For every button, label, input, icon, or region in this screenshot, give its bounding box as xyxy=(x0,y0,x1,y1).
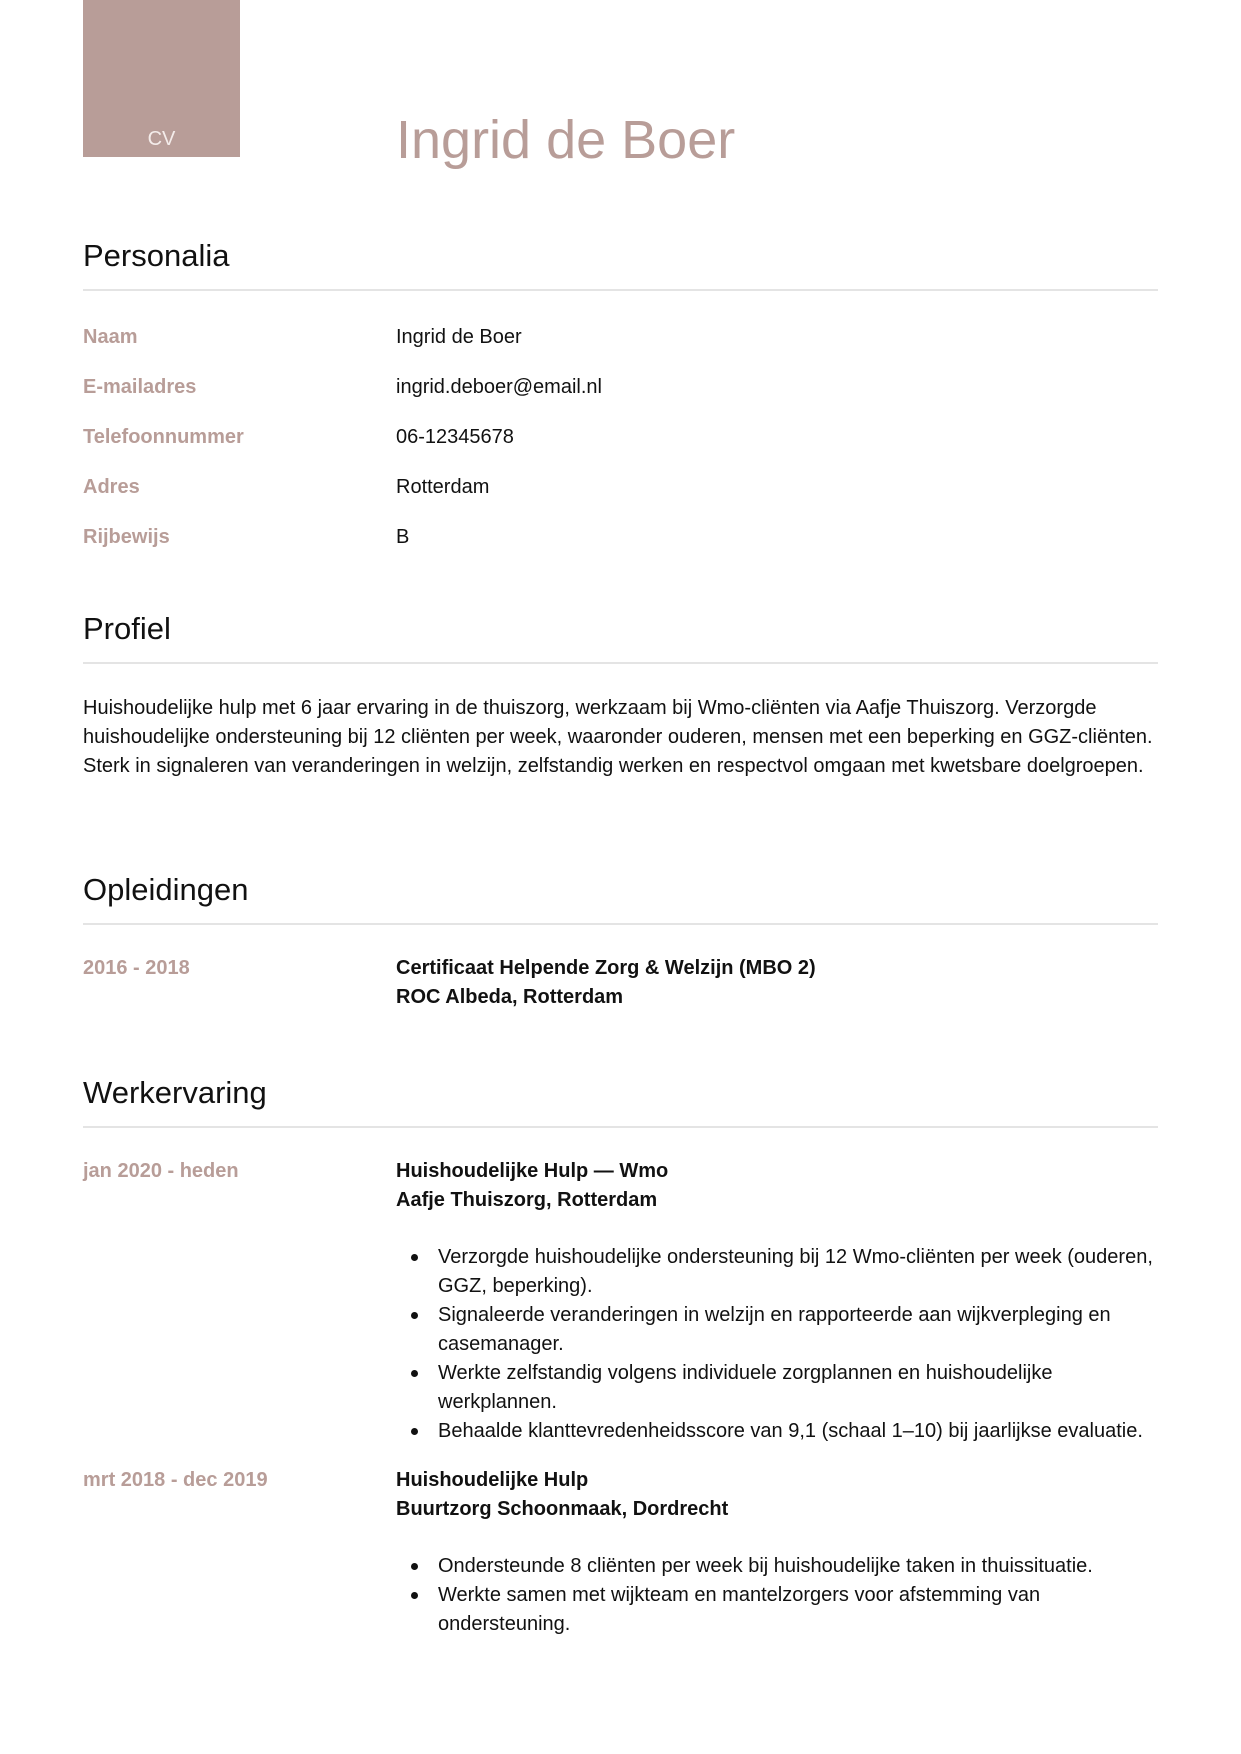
section-opleidingen xyxy=(83,871,1158,1012)
entry-body xyxy=(396,1157,1158,1446)
personalia-list xyxy=(83,325,1158,575)
personalia-row-email xyxy=(83,375,1158,425)
personalia-row-telefoon xyxy=(83,425,1158,475)
field-label: Adres xyxy=(83,476,140,498)
entry-title: Certificaat Helpende Zorg & Welzijn (MBO 2) xyxy=(396,957,816,979)
cv-badge xyxy=(83,0,240,157)
entry-date: jan 2020 - heden xyxy=(83,1160,239,1182)
section-personalia xyxy=(83,237,1158,575)
section-heading: Profiel xyxy=(83,610,1158,664)
section-profiel xyxy=(83,610,1158,781)
profile-summary: Huishoudelijke hulp met 6 jaar ervaring in de thuiszorg, werkzaam bij Wmo-cliënten via Aafje Thuiszorg. Verzorgde huishoudelijke ondersteuning bij 12 cliënten per week, waaronder ouderen, mensen met een beperking en GGZ-cliënten. Sterk in signaleren van veranderingen in welzijn, zelfstandig werken en respectvol omgaan met kwetsbare doelgroepen. xyxy=(83,697,1153,777)
entry-organization: Buurtzorg Schoonmaak, Dordrecht xyxy=(396,1498,729,1520)
list-item xyxy=(396,1301,1158,1359)
bullet-icon xyxy=(411,1254,418,1261)
entry-title: Huishoudelijke Hulp — Wmo xyxy=(396,1160,669,1182)
field-value: Rotterdam xyxy=(396,476,490,498)
personalia-row-naam xyxy=(83,325,1158,375)
field-label: E-mailadres xyxy=(83,376,197,398)
entry-body xyxy=(396,954,1158,1012)
entry-bullets xyxy=(396,1552,1158,1639)
field-value: B xyxy=(396,526,410,548)
list-item xyxy=(396,1359,1158,1417)
entry-date: mrt 2018 - dec 2019 xyxy=(83,1469,268,1491)
list-item xyxy=(396,1243,1158,1301)
list-item-text: Verzorgde huishoudelijke ondersteuning bij 12 Wmo-cliënten per week (ouderen, GGZ, beperking). xyxy=(438,1246,1153,1297)
field-value: Ingrid de Boer xyxy=(396,326,522,348)
list-item-text: Werkte samen met wijkteam en mantelzorgers voor afstemming van ondersteuning. xyxy=(438,1584,1041,1635)
page-title: Ingrid de Boer xyxy=(396,110,736,170)
section-heading: Personalia xyxy=(83,237,1158,291)
entry-date: 2016 - 2018 xyxy=(83,957,190,979)
entry-organization: ROC Albeda, Rotterdam xyxy=(396,986,624,1008)
list-item-text: Behaalde klanttevredenheidsscore van 9,1 (schaal 1–10) bij jaarlijkse evaluatie. xyxy=(438,1420,1143,1442)
section-werkervaring xyxy=(83,1074,1158,1639)
education-entry xyxy=(83,954,1158,1012)
work-entry xyxy=(83,1157,1158,1446)
entry-bullets xyxy=(396,1243,1158,1446)
entry-title: Huishoudelijke Hulp xyxy=(396,1469,589,1491)
list-item-text: Werkte zelfstandig volgens individuele zorgplannen en huishoudelijke werkplannen. xyxy=(438,1362,1053,1413)
list-item xyxy=(396,1417,1158,1446)
bullet-icon xyxy=(411,1312,418,1319)
field-label: Naam xyxy=(83,326,138,348)
bullet-icon xyxy=(411,1428,418,1435)
list-item xyxy=(396,1581,1158,1639)
field-value: 06-12345678 xyxy=(396,426,514,448)
list-item-text: Ondersteunde 8 cliënten per week bij huishoudelijke taken in thuissituatie. xyxy=(438,1555,1093,1577)
bullet-icon xyxy=(411,1592,418,1599)
field-label: Rijbewijs xyxy=(83,526,170,548)
bullet-icon xyxy=(411,1563,418,1570)
field-label: Telefoonnummer xyxy=(83,426,244,448)
entry-body xyxy=(396,1466,1158,1639)
section-heading: Werkervaring xyxy=(83,1074,1158,1128)
section-heading: Opleidingen xyxy=(83,871,1158,925)
cv-badge-label: CV xyxy=(147,128,176,150)
bullet-icon xyxy=(411,1370,418,1377)
personalia-row-rijbewijs xyxy=(83,525,1158,575)
list-item xyxy=(396,1552,1158,1581)
work-entry xyxy=(83,1466,1158,1639)
entry-organization: Aafje Thuiszorg, Rotterdam xyxy=(396,1189,658,1211)
field-value: ingrid.deboer@email.nl xyxy=(396,376,602,398)
personalia-row-adres xyxy=(83,475,1158,525)
list-item-text: Signaleerde veranderingen in welzijn en rapporteerde aan wijkverpleging en casemanager. xyxy=(438,1304,1111,1355)
